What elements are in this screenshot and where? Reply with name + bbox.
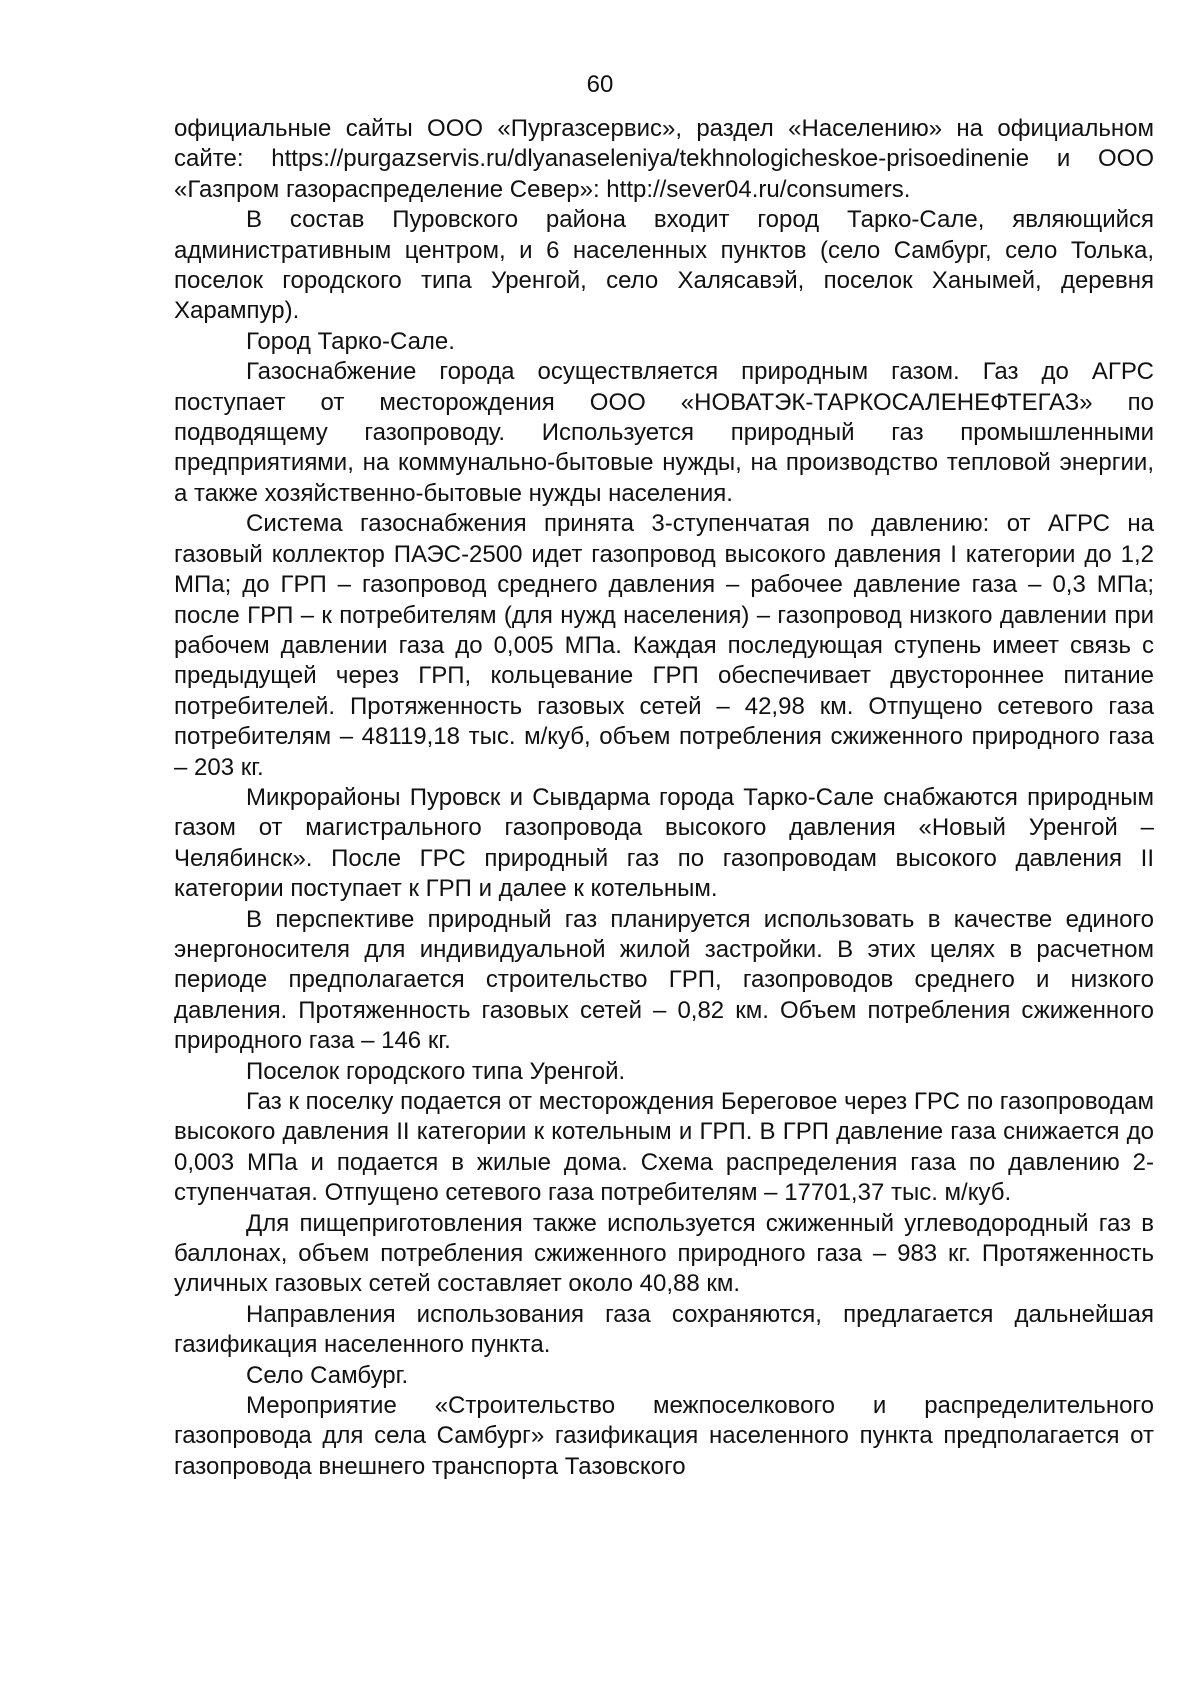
paragraph-samburg-project: Мероприятие «Строительство межпоселкового и распределительного газопровода для села Самбург» газификация населенного пункта предполагается от газопровода внешнего транспорта Тазовского [174,1392,1154,1480]
paragraph-perspective: В перспективе природный газ планируется использовать в качестве единого энергоносителя для индивидуальной жилой застройки. В этих целях в расчетном периоде предполагается строительство ГРП, газопроводов среднего и низкого давления. Протяженность газовых сетей – 0,82 км. Объем потребления сжиженного природного газа – 146 кг. [174,905,1154,1055]
heading-urengoy: Поселок городского типа Уренгой. [246,1057,626,1085]
page-number: 60 [586,71,614,98]
paragraph-district-composition: В состав Пуровского района входит город Тарко-Сале, являющийся административным центром, и 6 населенных пунктов (село Самбург, село Толька, поселок городского типа Уренгой, село Халясавэй, поселок Ханымей, деревня Харампур). [174,206,1154,325]
paragraph-websites: официальные сайты ООО «Пургазсервис», раздел «Населению» на официальном сайте: https://purgazservis.ru/dlyanaseleniya/tekhnologicheskoe-prisoedinenie и ООО «Газпром газораспределение Север»: http://sever04.ru/consumers. [174,115,1154,203]
paragraph-gas-supply-system: Система газоснабжения принята 3-ступенчатая по давлению: от АГРС на газовый коллектор ПАЭС-2500 идет газопровод высокого давления I категории до 1,2 МПа; до ГРП – газопровод среднего давления – рабочее давление газа – 0,3 МПа; после ГРП – к потребителям (для нужд населения) – газопровод низкого давлении при рабочем давлении газа до 0,005 МПа. Каждая последующая ступень имеет связь с предыдущей через ГРП, кольцевание ГРП обеспечивает двустороннее питание потребителей. Протяженность газовых сетей – 42,98 км. Отпущено сетевого газа потребителям – 48119,18 тыс. м/куб, объем потребления сжиженного природного газа – 203 кг. [174,510,1154,781]
paragraph-cooking-gas: Для пищеприготовления также используется сжиженный углеводородный газ в баллонах, объем потребления сжиженного природного газа – 983 кг. Протяженность уличных газовых сетей составляет около 40,88 км. [174,1209,1154,1298]
paragraph-gas-supply-source: Газоснабжение города осуществляется природным газом. Газ до АГРС поступает от месторождения ООО «НОВАТЭК-ТАРКОСАЛЕНЕФТЕГАЗ» по подводящему газопроводу. Используется природный газ промышленными предприятиями, на коммунально-бытовые нужды, на производство тепловой энергии, а также хозяйственно-бытовые нужды населения. [174,358,1154,507]
paragraph-microdistricts: Микрорайоны Пуровск и Сывдарма города Тарко-Сале снабжаются природным газом от магистрального газопровода высокого давления «Новый Уренгой – Челябинск». После ГРС природный газ по газопроводам высокого давления II категории поступает к ГРП и далее к котельным. [174,783,1154,903]
heading-tarko-sale: Город Тарко-Сале. [246,327,455,355]
heading-samburg: Село Самбург. [246,1361,409,1389]
paragraph-directions: Направления использования газа сохраняются, предлагается дальнейшая газификация населенного пункта. [174,1300,1154,1359]
paragraph-urengoy-gas: Газ к поселку подается от месторождения Береговое через ГРС по газопроводам высокого давления II категории к котельным и ГРП. В ГРП давление газа снижается до 0,003 МПа и подается в жилые дома. Схема распределения газа по давлению 2-ступенчатая. Отпущено сетевого газа потребителям – 17701,37 тыс. м/куб. [174,1088,1154,1207]
document-body [174,114,1154,1482]
